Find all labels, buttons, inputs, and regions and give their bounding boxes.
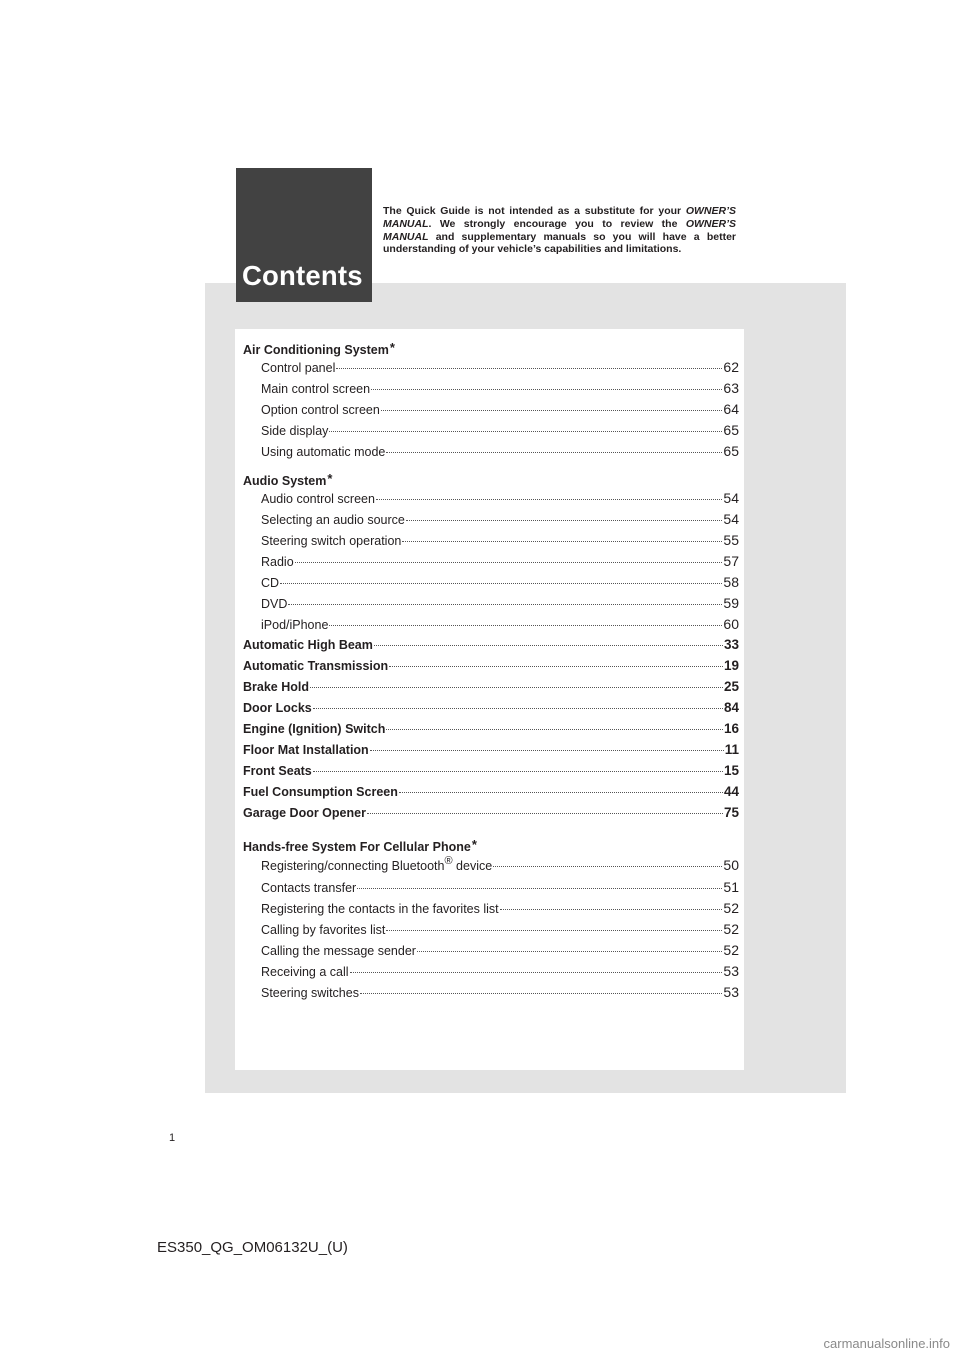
dot-leader: [389, 666, 723, 667]
toc-entry-label: Main control screen: [261, 382, 371, 396]
toc-entry[interactable]: [243, 359, 739, 380]
toc-entry[interactable]: [243, 616, 739, 637]
toc-entry[interactable]: [243, 921, 739, 942]
dot-leader: [350, 972, 723, 973]
toc-entry-page: 53: [723, 984, 739, 1000]
optional-equipment-star: *: [471, 837, 477, 852]
toc-entry-label: Engine (Ignition) Switch: [243, 722, 386, 736]
watermark: carmanualsonline.info: [823, 1336, 950, 1351]
toc-entry-label: [261, 856, 492, 873]
toc-entry-page: 50: [723, 857, 739, 874]
toc-entry[interactable]: [243, 679, 739, 700]
toc-heading-hands-free[interactable]: [243, 826, 739, 856]
toc-entry[interactable]: [243, 574, 739, 595]
toc-entry-page: 65: [723, 443, 739, 459]
toc-entry[interactable]: [243, 490, 739, 511]
toc-entry-page: 60: [723, 616, 739, 632]
toc-entry-label: Audio control screen: [261, 492, 375, 506]
dot-leader: [313, 771, 723, 772]
toc-entry[interactable]: [243, 742, 739, 763]
toc-entry-label: Option control screen: [261, 403, 380, 417]
dot-leader: [280, 583, 722, 584]
toc-heading-label: Audio System: [243, 474, 327, 488]
toc-entry-page: 54: [723, 511, 739, 527]
toc-entry-label: iPod/iPhone: [261, 618, 329, 632]
notice-manual-title-1: OWNER’S MANUAL: [383, 205, 736, 230]
toc-entry-page: 52: [723, 942, 739, 958]
toc-entry[interactable]: [243, 984, 739, 1005]
toc-entry-label: Brake Hold: [243, 680, 309, 694]
toc-entry-page: 57: [723, 553, 739, 569]
dot-leader: [386, 729, 723, 730]
toc-entry-page: 65: [723, 422, 739, 438]
toc-entry-label: Floor Mat Installation: [243, 743, 369, 757]
toc-entry[interactable]: [243, 637, 739, 658]
table-of-contents: [243, 333, 739, 1005]
toc-entry[interactable]: [243, 511, 739, 532]
toc-entry-label: CD: [261, 576, 280, 590]
dot-leader: [370, 750, 724, 751]
toc-entry-label: Registering the contacts in the favorites list: [261, 902, 499, 916]
toc-entry[interactable]: [243, 422, 739, 443]
page-number: 1: [169, 1132, 176, 1144]
toc-entry-page: 84: [723, 700, 739, 715]
toc-entry-label: Fuel Consumption Screen: [243, 785, 398, 799]
toc-entry-label: Door Locks: [243, 701, 312, 715]
toc-entry-label: Front Seats: [243, 764, 312, 778]
dot-leader: [329, 625, 722, 626]
toc-entry[interactable]: [243, 532, 739, 553]
toc-entry-label: Using automatic mode: [261, 445, 386, 459]
dot-leader: [295, 562, 723, 563]
dot-leader: [336, 368, 722, 369]
optional-equipment-star: *: [389, 340, 395, 355]
toc-entry-page: 19: [723, 658, 739, 673]
dot-leader: [360, 993, 722, 994]
toc-entry-label: Garage Door Opener: [243, 806, 366, 820]
toc-entry-page: 62: [723, 359, 739, 375]
toc-entry[interactable]: [243, 763, 739, 784]
toc-entry-page: 53: [723, 963, 739, 979]
toc-entry[interactable]: [243, 942, 739, 963]
toc-entry-page: 16: [723, 721, 739, 736]
toc-entry[interactable]: [243, 879, 739, 900]
toc-entry-label: DVD: [261, 597, 288, 611]
dot-leader: [374, 645, 723, 646]
toc-heading-label: Hands-free System For Cellular Phone: [243, 840, 471, 854]
dot-leader: [329, 431, 722, 432]
toc-entry-label-text: device: [452, 859, 493, 874]
optional-equipment-star: *: [327, 471, 333, 486]
dot-leader: [357, 888, 722, 889]
dot-leader: [386, 930, 722, 931]
page-title: Contents: [242, 260, 363, 291]
toc-entry[interactable]: [243, 963, 739, 984]
toc-entry-label: Receiving a call: [261, 965, 349, 979]
toc-entry[interactable]: [243, 595, 739, 616]
toc-entry[interactable]: [243, 784, 739, 805]
toc-entry[interactable]: [243, 900, 739, 921]
notice-text-1: The Quick Guide is not intended as a substitute for your: [383, 205, 686, 217]
toc-entry-label: Automatic Transmission: [243, 659, 389, 673]
contents-title-box: [236, 168, 372, 302]
toc-heading-audio[interactable]: [243, 464, 739, 490]
toc-entry[interactable]: [243, 443, 739, 464]
toc-entry-page: 44: [723, 784, 739, 799]
manual-notice: [383, 205, 736, 256]
document-code: ES350_QG_OM06132U_(U): [157, 1239, 348, 1256]
dot-leader: [500, 909, 723, 910]
toc-entry-page: 63: [723, 380, 739, 396]
toc-entry-page: 33: [723, 637, 739, 652]
toc-entry[interactable]: [243, 805, 739, 826]
dot-leader: [367, 813, 723, 814]
dot-leader: [313, 708, 723, 709]
notice-manual-title-2: OWNER’S MANUAL: [383, 217, 736, 243]
toc-entry[interactable]: [243, 553, 739, 574]
toc-entry-label: Steering switches: [261, 986, 359, 1000]
toc-entry[interactable]: [243, 856, 739, 879]
toc-entry-page: 58: [723, 574, 739, 590]
toc-entry[interactable]: [243, 700, 739, 721]
toc-entry-label: Contacts transfer: [261, 881, 357, 895]
toc-heading-air-conditioning[interactable]: [243, 333, 739, 359]
toc-entry-label: Automatic High Beam: [243, 638, 373, 652]
dot-leader: [371, 389, 722, 390]
toc-entry-page: 15: [723, 763, 739, 778]
toc-entry-page: 51: [723, 879, 739, 895]
dot-leader: [376, 499, 722, 500]
toc-entry-page: 11: [724, 742, 739, 757]
toc-entry-page: 54: [723, 490, 739, 506]
toc-entry-label: Side display: [261, 424, 329, 438]
notice-text-3: and supplementary manuals so you will have a better understanding of your vehicle’s capabilities and limitations.: [383, 230, 736, 256]
dot-leader: [399, 792, 723, 793]
dot-leader: [381, 410, 723, 411]
toc-entry-page: 75: [723, 805, 739, 820]
dot-leader: [402, 541, 722, 542]
toc-entry-page: 55: [723, 532, 739, 548]
dot-leader: [386, 452, 722, 453]
dot-leader: [406, 520, 723, 521]
toc-entry-label: Selecting an audio source: [261, 513, 405, 527]
notice-text-2: . We strongly encourage you to review the: [428, 217, 686, 230]
dot-leader: [417, 951, 722, 952]
dot-leader: [288, 604, 722, 605]
toc-entry-label: Control panel: [261, 361, 336, 375]
toc-entry[interactable]: [243, 658, 739, 679]
toc-entry-label: Calling the message sender: [261, 944, 416, 958]
dot-leader: [493, 866, 722, 867]
toc-entry-page: 52: [723, 900, 739, 916]
toc-entry-label: Calling by favorites list: [261, 923, 386, 937]
toc-entry-label-text: Registering/connecting Bluetooth: [261, 859, 445, 874]
toc-entry-page: 52: [723, 921, 739, 937]
toc-entry-label: Radio: [261, 555, 294, 569]
toc-entry-label: Steering switch operation: [261, 534, 402, 548]
toc-entry-page: 59: [723, 595, 739, 611]
toc-entry[interactable]: [243, 721, 739, 742]
toc-entry[interactable]: [243, 401, 739, 422]
toc-entry-page: 64: [723, 401, 739, 417]
toc-heading-label: Air Conditioning System: [243, 343, 389, 357]
toc-entry-page: 25: [723, 679, 739, 694]
dot-leader: [310, 687, 723, 688]
toc-entry[interactable]: [243, 380, 739, 401]
registered-mark: ®: [444, 855, 453, 867]
